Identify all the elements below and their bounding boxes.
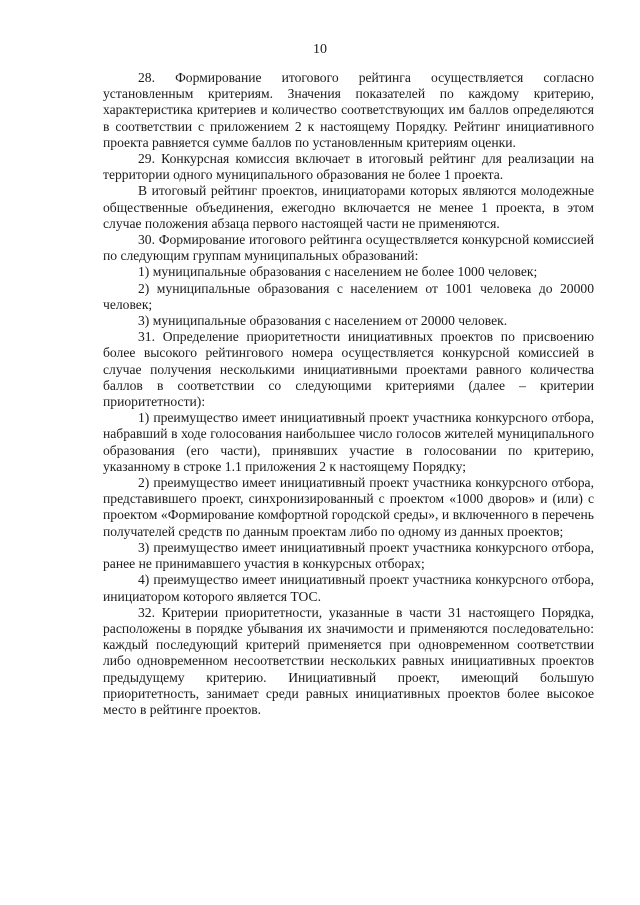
- paragraph-28: 28. Формирование итогового рейтинга осуществляется согласно установленным критериям. Значения показателей по каждому критерию, характеристика критериев и количество соответствующих им баллов определяются в соответствии с приложением 2 к настоящему Порядку. Рейтинг инициативного проекта равняется сумме баллов по установленным критериям оценки.: [103, 70, 594, 150]
- document-body: [103, 70, 594, 718]
- page-number: 10: [313, 42, 327, 57]
- list-item-30-3: 3) муниципальные образования с населением от 20000 человек.: [138, 313, 508, 329]
- list-item-31-4: 4) преимущество имеет инициативный проект участника конкурсного отбора, инициатором которого является ТОС.: [103, 572, 594, 604]
- list-item-31-1: 1) преимущество имеет инициативный проект участника конкурсного отбора, набравший в ходе голосования наибольшее число голосов жителей муниципального образования (его части), принявших участие в голосовании по критерию, указанному в строке 1.1 приложения 2 к настоящему Порядку;: [103, 410, 594, 474]
- list-item-31-2: 2) преимущество имеет инициативный проект участника конкурсного отбора, представившего проект, синхронизированный с проектом «1000 дворов» и (или) с проектом «Формирование комфортной городской среды», и включенного в перечень получателей средств по данным проектам либо по одному из данных проектов;: [103, 475, 594, 539]
- list-item-31-3: 3) преимущество имеет инициативный проект участника конкурсного отбора, ранее не принимавшего участия в конкурсных отборах;: [103, 539, 594, 572]
- list-item-30-2: 2) муниципальные образования с населением от 1001 человека до 20000 человек;: [103, 280, 594, 312]
- list-item-30-1: 1) муниципальные образования с населением не более 1000 человек;: [138, 264, 538, 280]
- paragraph-29-youth: В итоговый рейтинг проектов, инициаторами которых являются молодежные общественные объединения, ежегодно включается не менее 1 проекта, в этом случае положения абзаца первого настоящей части не применяются.: [103, 183, 594, 231]
- paragraph-29: 29. Конкурсная комиссия включает в итоговый рейтинг для реализации на территории одного муниципального образования не более 1 проекта.: [103, 151, 594, 183]
- paragraph-30: 30. Формирование итогового рейтинга осуществляется конкурсной комиссией по следующим группам муниципальных образований:: [103, 232, 594, 264]
- paragraph-31: 31. Определение приоритетности инициативных проектов по присвоению более высокого рейтингового номера осуществляется конкурсной комиссией в случае получения несколькими инициативными проектами равного количества баллов в соответствии со следующими критериями (далее – критерии приоритетности):: [103, 329, 594, 410]
- paragraph-32: 32. Критерии приоритетности, указанные в части 31 настоящего Порядка, расположены в порядке убывания их значимости и применяются последовательно: каждый последующий критерий применяется при одновременном соответствии либо одновременном несоответствии нескольких равных инициативных проектов предыдущему критерию. Инициативный проект, имеющий большую приоритетность, занимает среди равных инициативных проектов более высокое место в рейтинге проектов.: [103, 604, 594, 717]
